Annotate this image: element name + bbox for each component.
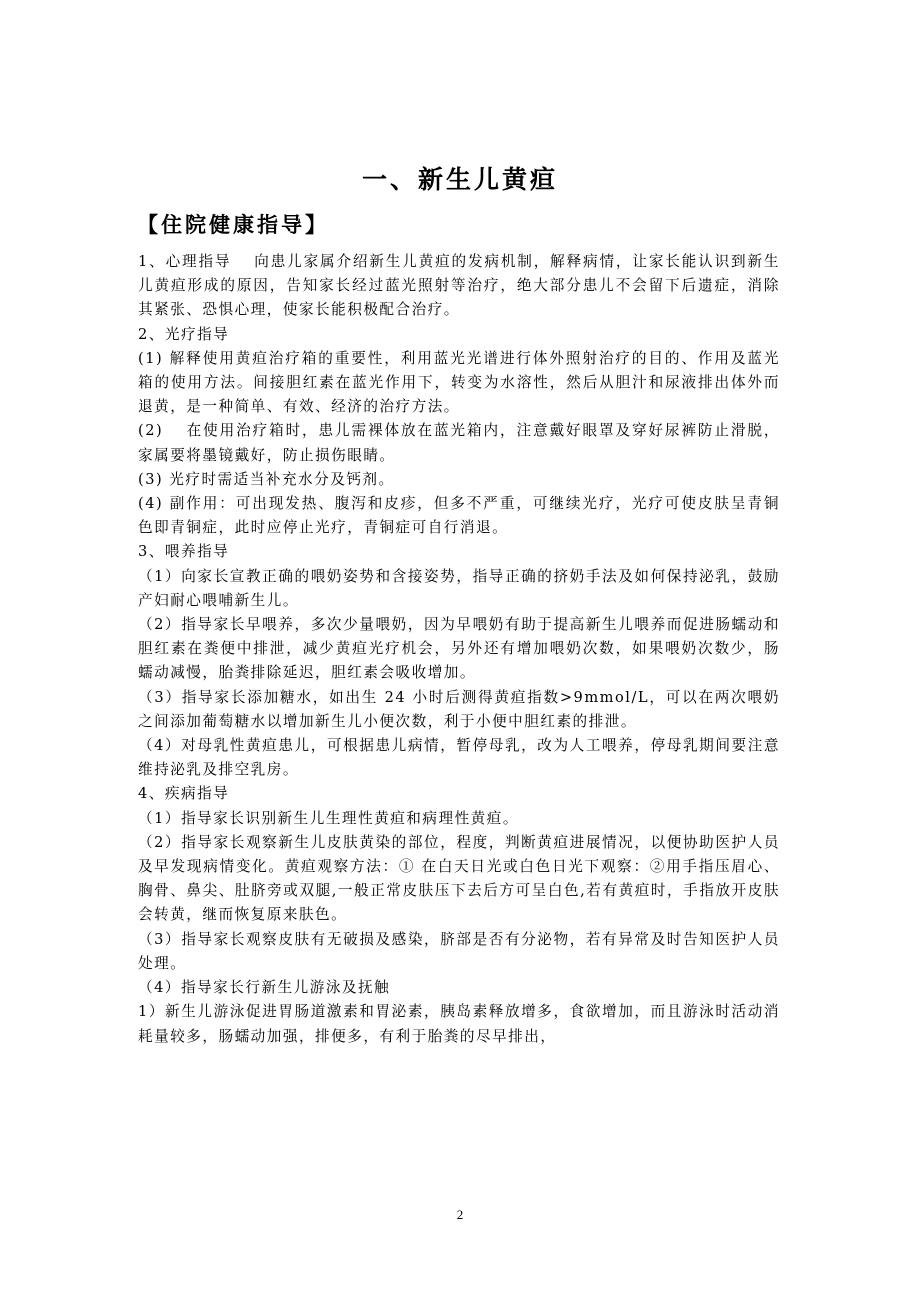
- paragraph: 4、疾病指导: [138, 785, 230, 803]
- paragraph: (1) 解释使用黄疸治疗箱的重要性，利用蓝光光谱进行体外照射治疗的目的、作用及蓝光箱的使用方法。间接胆红素在蓝光作用下，转变为水溶性，然后从胆汁和尿液排出体外而退黄，是一种简单、有效、经济的治疗方法。: [138, 349, 780, 416]
- paragraph: (3) 光疗时需适当补充水分及钙剂。: [138, 470, 395, 488]
- paragraph: （3）指导家长添加糖水，如出生 24 小时后测得黄疸指数>9mmol/L，可以在两次喂奶之间添加葡萄糖水以增加新生儿小便次数，利于小便中胆红素的排泄。: [138, 688, 780, 730]
- paragraph: (2) 在使用治疗箱时，患儿需裸体放在蓝光箱内，注意戴好眼罩及穿好尿裤防止滑脱，家属要将墨镜戴好，防止损伤眼睛。: [138, 422, 780, 464]
- paragraph: 3、喂养指导: [138, 543, 230, 561]
- paragraph: 1）新生儿游泳促进胃肠道激素和胃泌素，胰岛素释放增多，食欲增加，而且游泳时活动消耗量较多，肠蠕动加强，排便多，有利于胎粪的尽早排出，: [138, 1003, 780, 1045]
- paragraph: 2、光疗指导: [138, 325, 230, 343]
- paragraph: 1、心理指导 向患儿家属介绍新生儿黄疸的发病机制，解释病情，让家长能认识到新生儿黄疸形成的原因，告知家长经过蓝光照射等治疗，绝大部分患儿不会留下后遗症，消除其紧张、恐惧心理，使家长能积极配合治疗。: [138, 253, 780, 319]
- section-heading: 【住院健康指导】: [137, 213, 329, 237]
- page-number: 2: [456, 1207, 464, 1222]
- paragraph: （3）指导家长观察皮肤有无破损及感染，脐部是否有分泌物，若有异常及时告知医护人员处理。: [138, 930, 780, 972]
- paragraph: （2）指导家长早喂养，多次少量喂奶，因为早喂奶有助于提高新生儿喂养而促进肠蠕动和胆红素在粪便中排泄，减少黄疸光疗机会，另外还有增加喂奶次数，如果喂奶次数少，肠蠕动减慢，胎粪排除延迟，胆红素会吸收增加。: [138, 616, 780, 682]
- document-body: [138, 250, 780, 1049]
- paragraph: （2）指导家长观察新生儿皮肤黄染的部位，程度，判断黄疸进展情况，以便协助医护人员及早发现病情变化。黄疸观察方法：① 在白天日光或白色日光下观察：②用手指压眉心、胸骨、鼻尖、肚脐旁或双腿,一般正常皮肤压下去后方可呈白色,若有黄疸时，手指放开皮肤会转黄，继而恢复原来肤色。: [138, 833, 780, 924]
- paragraph: (4) 副作用：可出现发热、腹泻和皮疹，但多不严重，可继续光疗，光疗可使皮肤呈青铜色即青铜症，此时应停止光疗，青铜症可自行消退。: [138, 495, 780, 537]
- paragraph: （1）向家长宣教正确的喂奶姿势和含接姿势，指导正确的挤奶手法及如何保持泌乳，鼓励产妇耐心喂哺新生儿。: [138, 567, 780, 609]
- paragraph: （4）对母乳性黄疸患儿，可根据患儿病情，暂停母乳，改为人工喂养，停母乳期间要注意维持泌乳及排空乳房。: [138, 737, 780, 779]
- paragraph: （4）指导家长行新生儿游泳及抚触: [138, 979, 391, 997]
- paragraph: （1）指导家长识别新生儿生理性黄疸和病理性黄疸。: [138, 809, 519, 827]
- page-title: 一、新生儿黄疸: [361, 165, 558, 194]
